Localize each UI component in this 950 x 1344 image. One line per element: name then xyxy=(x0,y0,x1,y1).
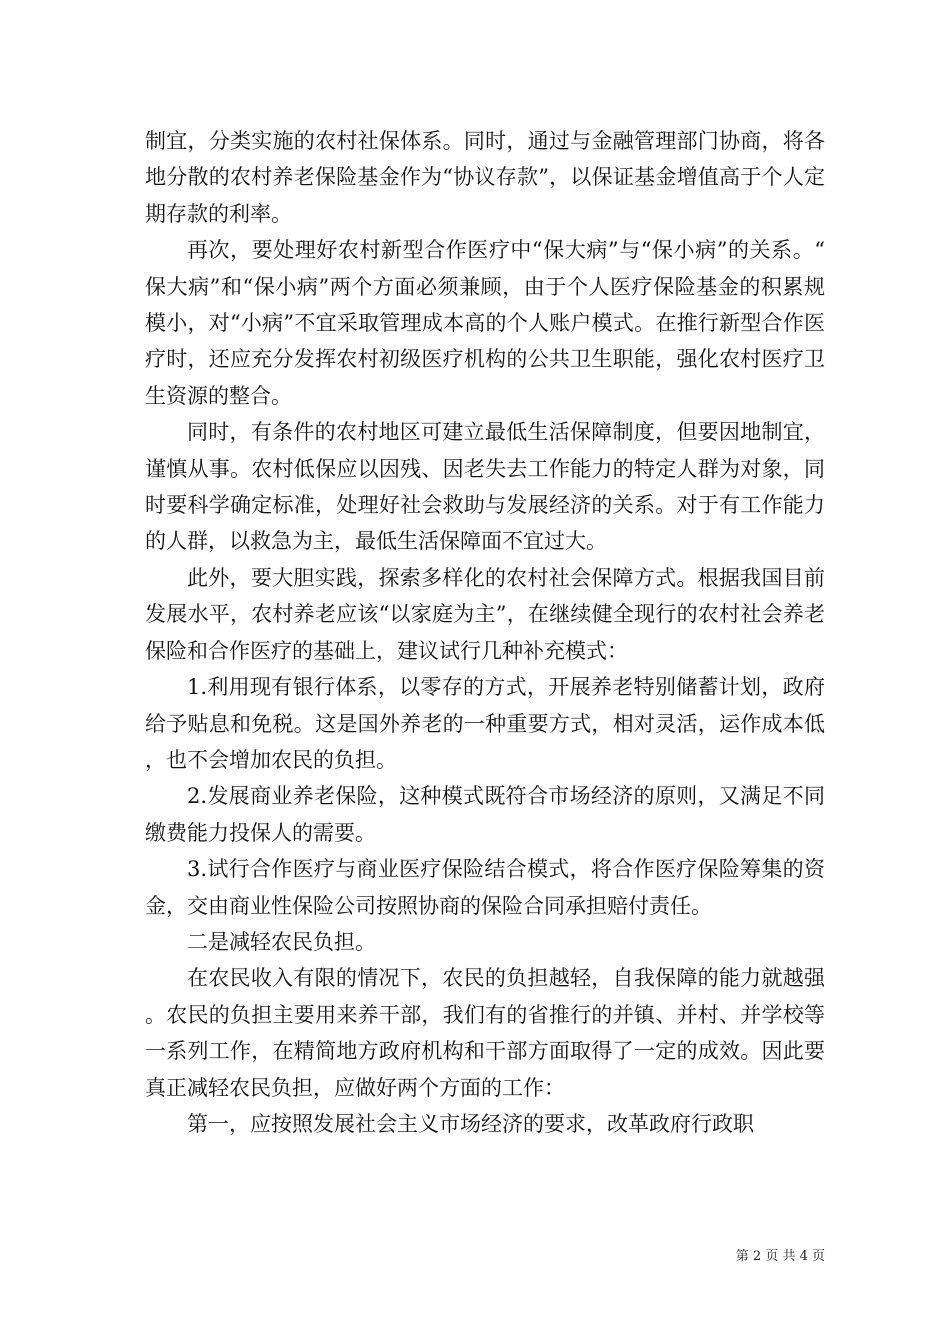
paragraph-1: 制宜，分类实施的农村社保体系。同时，通过与金融管理部门协商，将各地分散的农村养老保险基金作为“协议存款”，以保证基金增值高于个人定期存款的利率。 xyxy=(145,129,825,226)
paragraph-5: 在农民收入有限的情况下，农民的负担越轻，自我保障的能力就越强。农民的负担主要用来养干部，我们有的省推行的并镇、并村、并学校等一系列工作，在精简地方政府机构和干部方面取得了一定的成效。因此要真正减轻农民负担，应做好两个方面的工作： xyxy=(145,966,825,1100)
document-body xyxy=(145,123,825,1142)
list-item-3: 3.试行合作医疗与商业医疗保险结合模式，将合作医疗保险筹集的资金，交由商业性保险公司按照协商的保险合同承担赔付责任。 xyxy=(145,857,825,918)
section-heading: 二是减轻农民负担。 xyxy=(187,929,376,954)
paragraph-2: 再次，要处理好农村新型合作医疗中“保大病”与“保小病”的关系。“保大病”和“保小病”两个方面必须兼顾，由于个人医疗保险基金的积累规模小，对“小病”不宜采取管理成本高的个人账户模式。在推行新型合作医疗时，还应充分发挥农村初级医疗机构的公共卫生职能，强化农村医疗卫生资源的整合。 xyxy=(145,238,825,408)
paragraph-6: 第一，应按照发展社会主义市场经济的要求，改革政府行政职 xyxy=(187,1111,754,1136)
list-item-2: 2.发展商业养老保险，这种模式既符合市场经济的原则，又满足不同缴费能力投保人的需要。 xyxy=(145,784,825,845)
list-item-1: 1.利用现有银行体系，以零存的方式，开展养老特别储蓄计划，政府给予贴息和免税。这是国外养老的一种重要方式，相对灵活，运作成本低，也不会增加农民的负担。 xyxy=(145,675,825,772)
paragraph-4: 此外，要大胆实践，探索多样化的农村社会保障方式。根据我国目前发展水平，农村养老应该“以家庭为主”，在继续健全现行的农村社会养老保险和合作医疗的基础上，建议试行几种补充模式： xyxy=(145,565,825,663)
paragraph-3: 同时，有条件的农村地区可建立最低生活保障制度，但要因地制宜，谨慎从事。农村低保应以因残、因老失去工作能力的特定人群为对象，同时要科学确定标准，处理好社会救助与发展经济的关系。对于有工作能力的人群，以救急为主，最低生活保障面不宜过大。 xyxy=(145,420,825,554)
page-number-footer: 第 2 页 共 4 页 xyxy=(735,1249,825,1264)
